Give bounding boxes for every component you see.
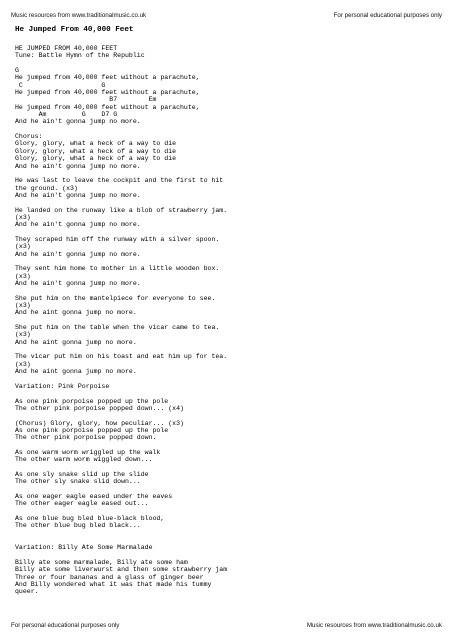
lyric-line: And he ain't gonna jump no more. [15,250,141,258]
lyric-line: G [15,67,19,75]
lyric-line: Chorus: [15,133,43,141]
lyric-line: Variation: Pink Porpoise [15,382,110,390]
lyric-line [15,530,227,537]
lyric-line: The other sly snake slid down... [15,478,141,486]
lyric-line [15,287,227,294]
lyric-line: And he aint gonna jump no more. [15,338,137,346]
lyrics-body [15,45,227,596]
lyric-line: Three or four bananas and a glass of ginger beer [15,573,204,581]
lyric-line: The other eager eagle eased out... [15,500,149,508]
lyric-line: Glory, glory, what a heck of a way to die [15,140,177,148]
lyric-line: Variation: Billy Ate Some Marmalade [15,544,153,552]
lyric-line [15,199,227,206]
lyric-line: The other pink porpoise popped down. [15,434,157,442]
lyric-line: Am G D7 G [15,111,118,119]
lyric-line: As one eager eagle eased under the eaves [15,492,173,500]
lyric-line: He landed on the runway like a blob of strawberry jam. [15,206,228,214]
lyric-line [15,552,227,559]
lyric-line [15,126,227,133]
lyric-line: And he ain't gonna jump no more. [15,118,141,126]
lyric-line: She put him on the table when the vicar came to tea. [15,324,220,332]
lyric-line: (x3) [15,243,31,251]
lyric-line [15,390,227,397]
footer-usage-text: For personal educational purposes only [11,622,120,629]
lyric-line: (x3) [15,213,31,221]
lyric-line: Billy ate some marmalade, Billy ate some ham [15,559,188,567]
lyric-line: The other blue bug bled black... [15,522,141,530]
lyric-line: And Billy wondered what it was that made his tummy [15,581,212,589]
lyric-line [15,258,227,265]
song-title: He Jumped From 40,000 Feet [15,26,134,34]
lyric-line: (x3) [15,331,31,339]
lyric-line [15,170,227,177]
lyric-line: As one sly snake slid up the slide [15,470,149,478]
lyric-line: (x3) [15,302,31,310]
lyric-line: He jumped from 40,000 feet without a parachute, [15,74,200,82]
lyric-line: the ground. (x3) [15,184,78,192]
lyric-line: (x3) [15,272,31,280]
lyric-line: The vicar put him on his toast and eat him up for tea. [15,353,228,361]
lyric-line: (x3) [15,360,31,368]
lyric-line: The other pink porpoise popped down... (x4) [15,404,184,412]
lyric-line [15,317,227,324]
lyric-line: And he ain't gonna jump no more. [15,191,141,199]
lyric-line: Tune: Battle Hymn of the Republic [15,52,145,60]
lyric-line [15,486,227,493]
lyric-line: They scraped him off the runway with a silver spoon. [15,235,220,243]
lyric-line: She put him on the mantelpiece for everyone to see. [15,294,216,302]
lyric-line: And he ain't gonna jump no more. [15,280,141,287]
lyric-line [15,60,227,67]
lyric-line: The other warm worm wiggled down... [15,456,153,464]
lyric-line [15,375,227,382]
lyric-line [15,464,227,471]
lyric-line: He jumped from 40,000 feet without a parachute, [15,103,200,111]
lyric-line: And he ain't gonna jump no more. [15,162,141,170]
lyric-line: Glory, glory, what a heck of a way to die [15,155,177,163]
lyric-line: As one warm worm wriggled up the walk [15,448,161,456]
lyric-line: And he aint gonna jump no more. [15,309,137,317]
lyric-line: HE JUMPED FROM 40,000 FEET [15,45,118,52]
header-source-text: Music resources from www.traditionalmusic.co.uk [11,12,147,19]
lyric-line: They sent him home to mother in a little wooden box. [15,265,220,273]
lyric-line [15,229,227,236]
lyric-line: As one pink porpoise popped up the pole [15,397,169,405]
lyric-line: As one blue bug bled blue-black blood, [15,515,165,522]
lyric-line: And he ain't gonna jump no more. [15,221,141,229]
lyric-line: Billy ate some liverwurst and then some strawberry jam [15,566,228,574]
lyric-line: Glory, glory, what a heck of a way to die [15,147,177,155]
lyric-line: He was last to leave the cockpit and the first to hit [15,177,224,185]
lyric-line: And he aint gonna jump no more. [15,368,137,376]
lyric-line [15,508,227,515]
lyric-line: As one pink porpoise popped up the pole [15,426,169,434]
footer-source-text: Music resources from www.traditionalmusic.co.uk [306,622,442,629]
lyric-line [15,537,227,544]
lyric-line [15,346,227,353]
lyric-line [15,442,227,449]
lyric-line [15,412,227,419]
lyric-line: queer. [15,588,39,596]
lyric-line: B7 Em [15,96,157,104]
lyric-line: C G [15,81,106,89]
header-usage-text: For personal educational purposes only [333,12,442,19]
lyric-line: He jumped from 40,000 feet without a parachute, [15,89,200,97]
lyric-line: (Chorus) Glory, glory, how peculiar... (x3) [15,419,184,427]
